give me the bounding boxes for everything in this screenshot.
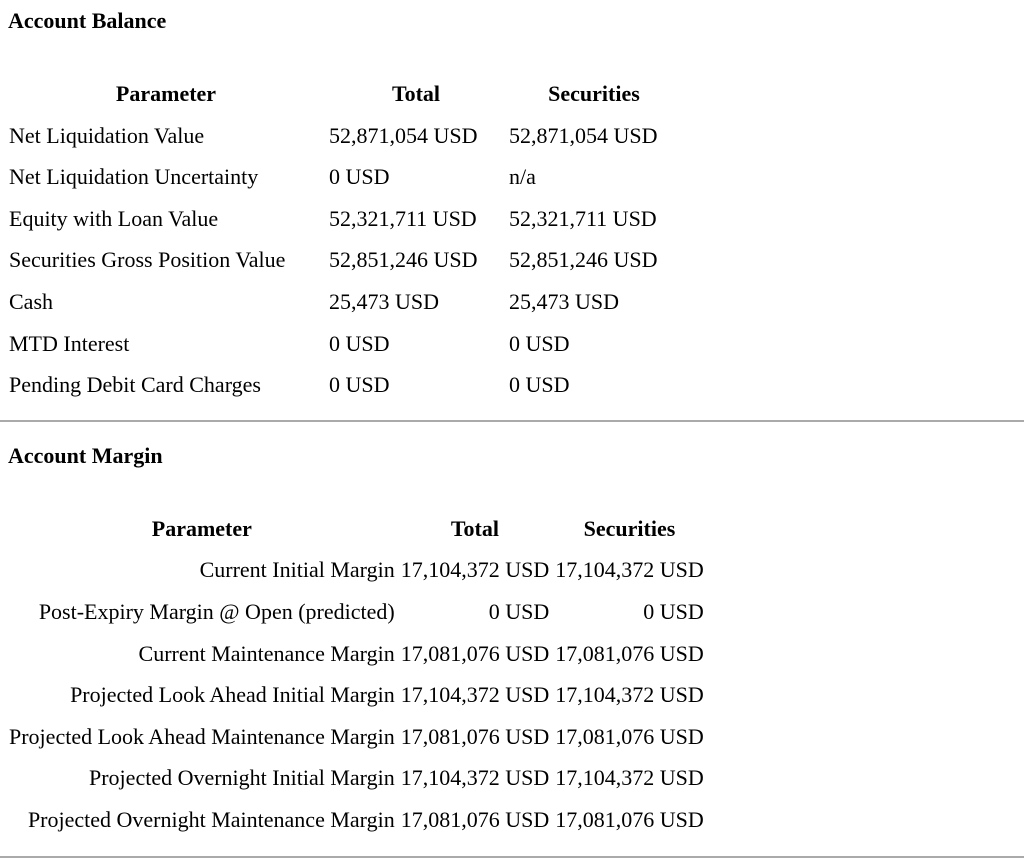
- total-cell: 0 USD: [329, 372, 390, 398]
- table-row: [6, 674, 707, 716]
- table-header-row: [6, 73, 682, 115]
- table-row: [6, 549, 707, 591]
- total-cell: 52,851,246 USD: [329, 247, 478, 273]
- parameter-cell: Post-Expiry Margin @ Open (predicted): [38, 598, 395, 624]
- securities-cell: n/a: [509, 164, 536, 190]
- securities-cell: 0 USD: [509, 330, 570, 356]
- total-cell: 17,081,076 USD: [400, 723, 550, 749]
- parameter-cell: Securities Gross Position Value: [9, 247, 286, 273]
- securities-cell: 17,104,372 USD: [555, 682, 704, 708]
- column-header-parameter: Parameter: [115, 81, 217, 106]
- divider: [0, 856, 1024, 858]
- column-header-securities: Securities: [548, 81, 640, 106]
- table-row: [6, 716, 707, 758]
- securities-cell: 0 USD: [509, 372, 570, 398]
- table-row: [6, 281, 682, 323]
- column-header-parameter: Parameter: [151, 515, 252, 541]
- total-cell: 17,104,372 USD: [400, 765, 550, 791]
- parameter-cell: Projected Overnight Maintenance Margin: [27, 806, 395, 832]
- parameter-cell: Equity with Loan Value: [9, 205, 219, 231]
- securities-cell: 17,081,076 USD: [555, 723, 704, 749]
- securities-cell: 17,081,076 USD: [555, 806, 704, 832]
- total-cell: 0 USD: [488, 598, 550, 624]
- total-cell: 0 USD: [329, 330, 390, 356]
- account-margin-table: [6, 508, 707, 841]
- table-header-row: [6, 508, 707, 550]
- total-cell: 17,104,372 USD: [400, 682, 550, 708]
- section-title: Account Balance: [8, 8, 167, 33]
- section-title: Account Margin: [8, 442, 163, 468]
- parameter-cell: Net Liquidation Uncertainty: [9, 164, 259, 190]
- column-header-total: Total: [450, 515, 499, 541]
- parameter-cell: Projected Overnight Initial Margin: [89, 765, 395, 791]
- total-cell: 25,473 USD: [329, 288, 440, 314]
- total-cell: 52,321,711 USD: [329, 205, 477, 231]
- securities-cell: 52,871,054 USD: [509, 122, 658, 148]
- column-header-securities: Securities: [583, 515, 676, 541]
- securities-cell: 17,104,372 USD: [555, 557, 704, 583]
- table-row: [6, 633, 707, 675]
- table-row: [6, 115, 682, 157]
- total-cell: 17,081,076 USD: [400, 806, 550, 832]
- total-cell: 52,871,054 USD: [329, 122, 478, 148]
- parameter-cell: Projected Look Ahead Maintenance Margin: [9, 723, 395, 749]
- table-row: [6, 757, 707, 799]
- table-row: [6, 198, 682, 240]
- parameter-cell: MTD Interest: [9, 330, 130, 356]
- total-cell: 17,081,076 USD: [400, 640, 550, 666]
- parameter-cell: Projected Look Ahead Initial Margin: [70, 682, 395, 708]
- parameter-cell: Net Liquidation Value: [9, 122, 205, 148]
- securities-cell: 25,473 USD: [509, 288, 620, 314]
- parameter-cell: Pending Debit Card Charges: [9, 372, 261, 398]
- table-row: [6, 323, 682, 365]
- table-row: [6, 364, 682, 406]
- account-margin-section: [0, 422, 1024, 841]
- table-row: [6, 239, 682, 281]
- account-balance-section: [0, 0, 1024, 406]
- securities-cell: 52,321,711 USD: [509, 205, 657, 231]
- table-row: [6, 799, 707, 841]
- table-row: [6, 591, 707, 633]
- parameter-cell: Current Initial Margin: [199, 557, 395, 583]
- total-cell: 0 USD: [329, 164, 390, 190]
- total-cell: 17,104,372 USD: [400, 557, 550, 583]
- parameter-cell: Current Maintenance Margin: [138, 640, 395, 666]
- securities-cell: 17,081,076 USD: [555, 640, 704, 666]
- securities-cell: 0 USD: [643, 598, 704, 624]
- parameter-cell: Cash: [9, 288, 53, 314]
- securities-cell: 52,851,246 USD: [509, 247, 658, 273]
- table-row: [6, 156, 682, 198]
- account-balance-table: [6, 73, 682, 406]
- securities-cell: 17,104,372 USD: [555, 765, 704, 791]
- column-header-total: Total: [391, 81, 441, 106]
